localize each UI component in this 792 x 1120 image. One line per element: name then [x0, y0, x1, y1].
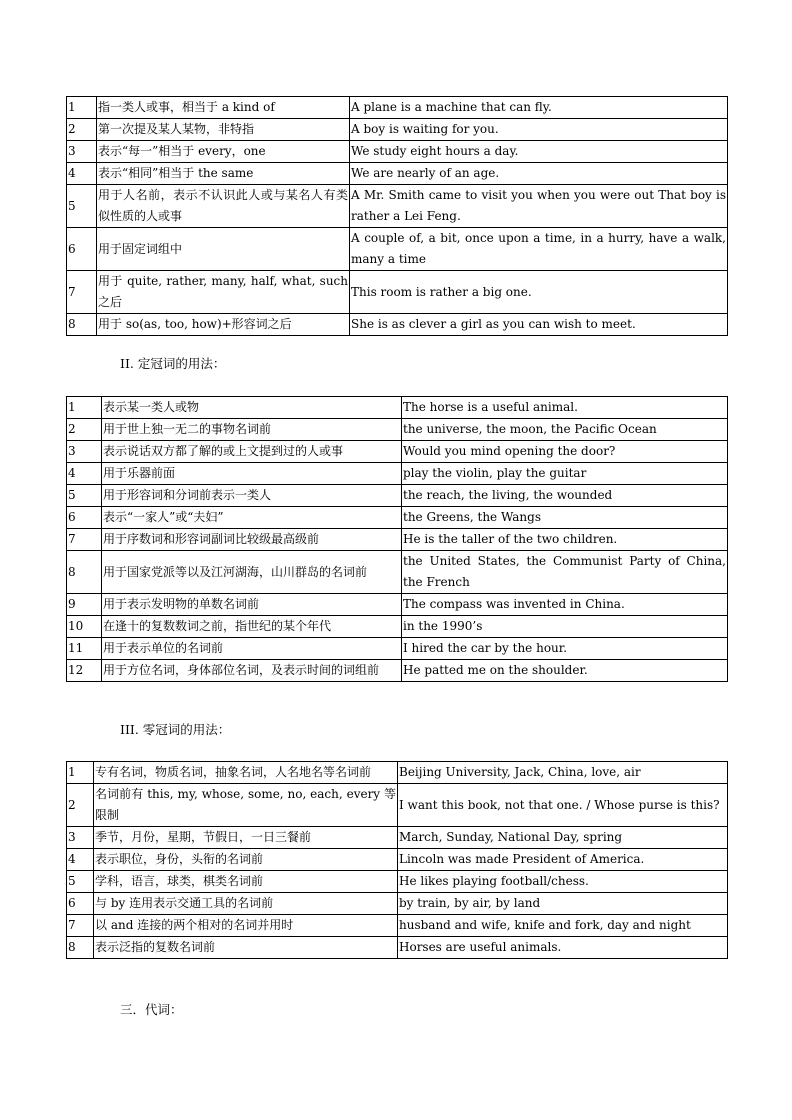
- table-row: [67, 871, 728, 893]
- table-row: [67, 228, 728, 271]
- row-number: 3: [67, 827, 94, 849]
- usage-description: 名词前有 this, my, whose, some, no, each, every 等限制: [94, 784, 398, 827]
- usage-example: Would you mind opening the door?: [402, 441, 728, 463]
- pronoun-heading: 三．代词：: [120, 1002, 183, 1017]
- usage-description: 表示“一家人”或“夫妇”: [102, 507, 402, 529]
- usage-example: Horses are useful animals.: [398, 937, 728, 959]
- usage-example: March, Sunday, National Day, spring: [398, 827, 728, 849]
- table-row: [67, 163, 728, 185]
- table-row: [67, 419, 728, 441]
- table-row: [67, 529, 728, 551]
- row-number: 7: [67, 915, 94, 937]
- table-row: [67, 784, 728, 827]
- table-row: [67, 271, 728, 314]
- usage-example: play the violin, play the guitar: [402, 463, 728, 485]
- table-row: [67, 638, 728, 660]
- table-row: [67, 441, 728, 463]
- row-number: 6: [67, 893, 94, 915]
- usage-description: 季节，月份，星期，节假日，一日三餐前: [94, 827, 398, 849]
- usage-description: 表示说话双方都了解的或上文提到过的人或事: [102, 441, 402, 463]
- row-number: 7: [67, 529, 102, 551]
- usage-example: A couple of, a bit, once upon a time, in a hurry, have a walk, many a time: [350, 228, 728, 271]
- table-row: [67, 119, 728, 141]
- row-number: 2: [67, 419, 102, 441]
- usage-example: the Greens, the Wangs: [402, 507, 728, 529]
- usage-description: 用于表示发明物的单数名词前: [102, 594, 402, 616]
- table-row: [67, 893, 728, 915]
- table-row: [67, 551, 728, 594]
- usage-description: 用于人名前，表示不认识此人或与某名人有类似性质的人或事: [97, 185, 350, 228]
- zero-article-table: [66, 761, 728, 959]
- usage-description: 以 and 连接的两个相对的名词并用时: [94, 915, 398, 937]
- usage-example: the reach, the living, the wounded: [402, 485, 728, 507]
- table-row: [67, 849, 728, 871]
- usage-example: I hired the car by the hour.: [402, 638, 728, 660]
- usage-example: husband and wife, knife and fork, day and night: [398, 915, 728, 937]
- row-number: 4: [67, 163, 97, 185]
- usage-example: A plane is a machine that can fly.: [350, 97, 728, 119]
- table-row: [67, 463, 728, 485]
- usage-description: 用于方位名词，身体部位名词，及表示时间的词组前: [102, 660, 402, 682]
- usage-description: 表示职位，身份，头衔的名词前: [94, 849, 398, 871]
- usage-example: the universe, the moon, the Pacific Ocean: [402, 419, 728, 441]
- usage-example: He patted me on the shoulder.: [402, 660, 728, 682]
- table-row: [67, 827, 728, 849]
- table-row: [67, 937, 728, 959]
- usage-example: in the 1990’s: [402, 616, 728, 638]
- usage-example: A boy is waiting for you.: [350, 119, 728, 141]
- usage-description: 与 by 连用表示交通工具的名词前: [94, 893, 398, 915]
- row-number: 6: [67, 507, 102, 529]
- row-number: 5: [67, 185, 97, 228]
- zero-article-heading: III. 零冠词的用法：: [120, 722, 231, 737]
- usage-description: 用于形容词和分词前表示一类人: [102, 485, 402, 507]
- table-row: [67, 660, 728, 682]
- row-number: 4: [67, 849, 94, 871]
- table-row: [67, 594, 728, 616]
- row-number: 10: [67, 616, 102, 638]
- table-row: [67, 314, 728, 336]
- usage-description: 用于 quite, rather, many, half, what, such 之后: [97, 271, 350, 314]
- usage-description: 用于表示单位的名词前: [102, 638, 402, 660]
- usage-description: 表示某一类人或物: [102, 397, 402, 419]
- usage-example: He is the taller of the two children.: [402, 529, 728, 551]
- table-row: [67, 616, 728, 638]
- table-row: [67, 915, 728, 937]
- usage-description: 用于国家党派等以及江河湖海，山川群岛的名词前: [102, 551, 402, 594]
- table-row: [67, 397, 728, 419]
- table-row: [67, 762, 728, 784]
- usage-description: 用于 so(as, too, how)+形容词之后: [97, 314, 350, 336]
- usage-description: 用于序数词和形容词副词比较级最高级前: [102, 529, 402, 551]
- row-number: 5: [67, 871, 94, 893]
- row-number: 8: [67, 937, 94, 959]
- row-number: 12: [67, 660, 102, 682]
- usage-example: Beijing University, Jack, China, love, air: [398, 762, 728, 784]
- row-number: 11: [67, 638, 102, 660]
- definite-article-table: [66, 396, 728, 682]
- table-row: [67, 507, 728, 529]
- row-number: 8: [67, 551, 102, 594]
- usage-example: I want this book, not that one. / Whose purse is this?: [398, 784, 728, 827]
- row-number: 1: [67, 97, 97, 119]
- table-row: [67, 485, 728, 507]
- table-row: [67, 185, 728, 228]
- usage-description: 专有名词，物质名词，抽象名词，人名地名等名词前: [94, 762, 398, 784]
- usage-example: Lincoln was made President of America.: [398, 849, 728, 871]
- usage-example: the United States, the Communist Party of China, the French: [402, 551, 728, 594]
- usage-description: 用于乐器前面: [102, 463, 402, 485]
- usage-description: 表示“相同”相当于 the same: [97, 163, 350, 185]
- usage-description: 第一次提及某人某物，非特指: [97, 119, 350, 141]
- usage-example: We are nearly of an age.: [350, 163, 728, 185]
- row-number: 8: [67, 314, 97, 336]
- definite-article-heading: II. 定冠词的用法：: [120, 356, 226, 371]
- usage-description: 指一类人或事，相当于 a kind of: [97, 97, 350, 119]
- row-number: 3: [67, 141, 97, 163]
- table-row: [67, 141, 728, 163]
- usage-example: by train, by air, by land: [398, 893, 728, 915]
- row-number: 1: [67, 762, 94, 784]
- usage-example: He likes playing football/chess.: [398, 871, 728, 893]
- usage-example: We study eight hours a day.: [350, 141, 728, 163]
- row-number: 9: [67, 594, 102, 616]
- row-number: 7: [67, 271, 97, 314]
- row-number: 6: [67, 228, 97, 271]
- table-row: [67, 97, 728, 119]
- row-number: 2: [67, 119, 97, 141]
- row-number: 4: [67, 463, 102, 485]
- usage-example: A Mr. Smith came to visit you when you were out That boy is rather a Lei Feng.: [350, 185, 728, 228]
- usage-description: 用于世上独一无二的事物名词前: [102, 419, 402, 441]
- usage-description: 学科，语言，球类，棋类名词前: [94, 871, 398, 893]
- indefinite-article-table: [66, 96, 728, 336]
- usage-description: 在逢十的复数数词之前，指世纪的某个年代: [102, 616, 402, 638]
- usage-description: 表示泛指的复数名词前: [94, 937, 398, 959]
- usage-description: 用于固定词组中: [97, 228, 350, 271]
- row-number: 2: [67, 784, 94, 827]
- row-number: 5: [67, 485, 102, 507]
- usage-example: This room is rather a big one.: [350, 271, 728, 314]
- usage-example: The compass was invented in China.: [402, 594, 728, 616]
- usage-example: The horse is a useful animal.: [402, 397, 728, 419]
- usage-example: She is as clever a girl as you can wish to meet.: [350, 314, 728, 336]
- usage-description: 表示“每一”相当于 every，one: [97, 141, 350, 163]
- row-number: 1: [67, 397, 102, 419]
- row-number: 3: [67, 441, 102, 463]
